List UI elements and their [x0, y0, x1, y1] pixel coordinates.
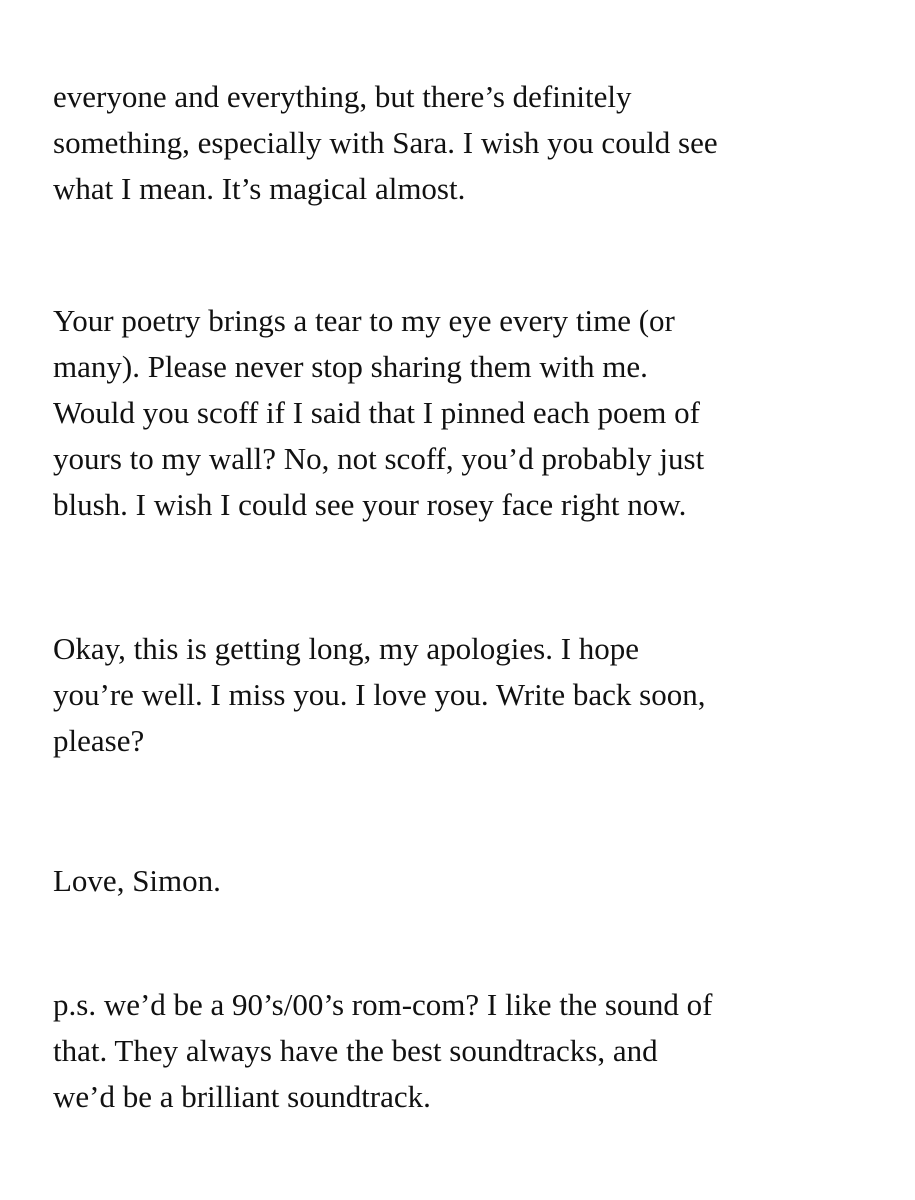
text-line: please? [53, 723, 145, 758]
text-line: Your poetry brings a tear to my eye every time (or [53, 303, 675, 338]
text-line: we’d be a brilliant soundtrack. [53, 1079, 431, 1114]
text-line: p.s. we’d be a 90’s/00’s rom-com? I like the sound of [53, 987, 713, 1022]
text-line: that. They always have the best soundtracks, and [53, 1033, 658, 1068]
letter-paragraph-1 [53, 74, 883, 212]
text-line: Would you scoff if I said that I pinned each poem of [53, 395, 700, 430]
text-line: yours to my wall? No, not scoff, you’d probably just [53, 441, 705, 476]
text-line: Okay, this is getting long, my apologies. I hope [53, 631, 640, 666]
text-line: you’re well. I miss you. I love you. Write back soon, [53, 677, 706, 712]
letter-signoff [53, 858, 883, 904]
letter-postscript [53, 982, 883, 1120]
letter-paragraph-2 [53, 298, 883, 528]
text-line: what I mean. It’s magical almost. [53, 171, 466, 206]
text-line: something, especially with Sara. I wish you could see [53, 125, 718, 160]
text-line: many). Please never stop sharing them with me. [53, 349, 648, 384]
text-line: blush. I wish I could see your rosey face right now. [53, 487, 687, 522]
text-line: Love, Simon. [53, 863, 221, 898]
text-line: everyone and everything, but there’s definitely [53, 79, 632, 114]
letter-paragraph-3 [53, 626, 883, 764]
